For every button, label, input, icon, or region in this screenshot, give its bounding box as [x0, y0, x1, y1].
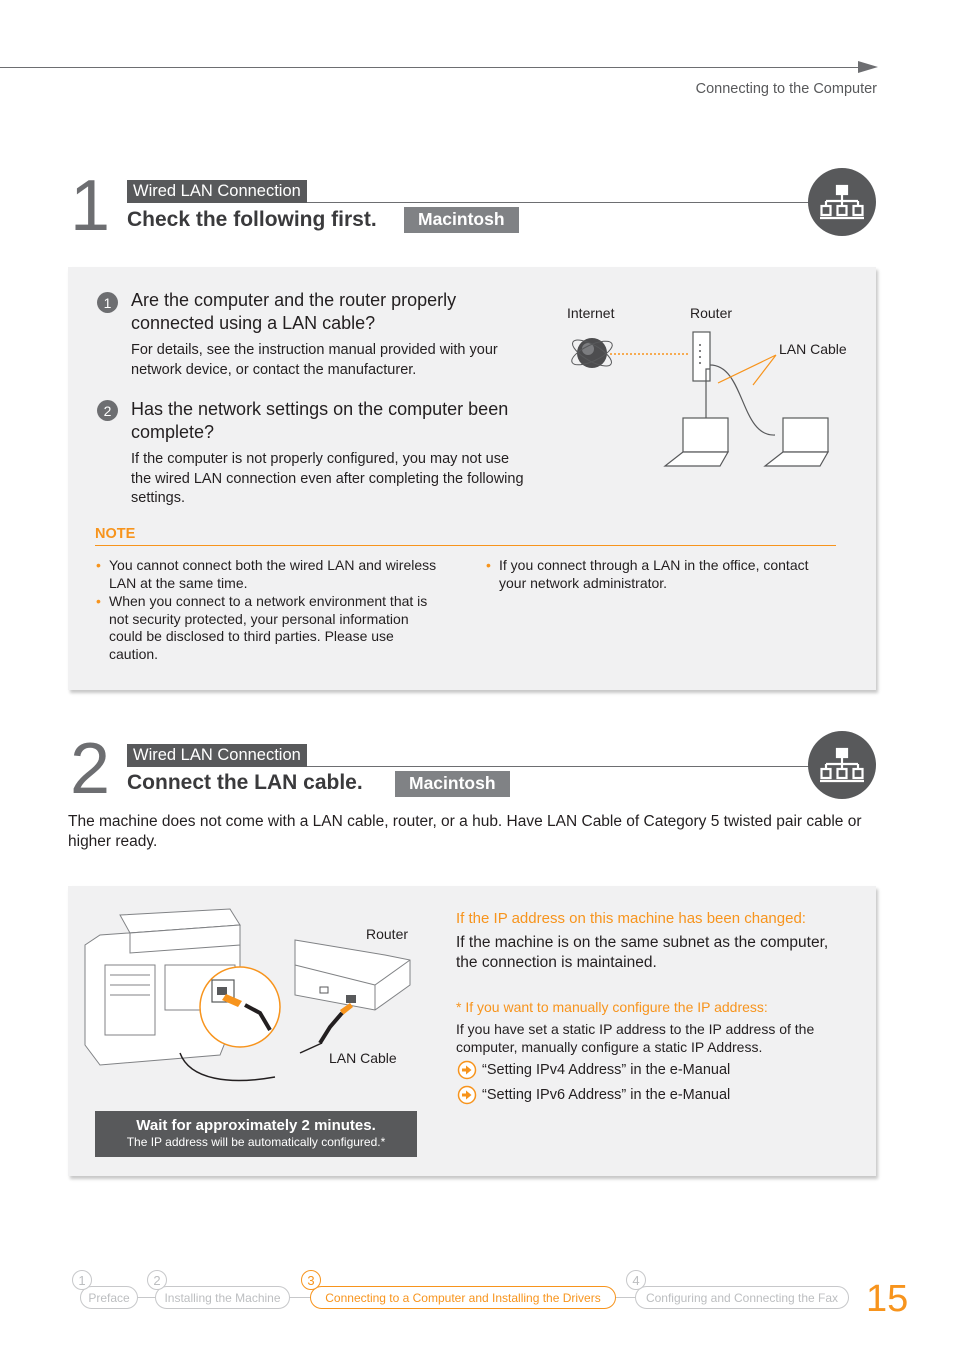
note-rule	[95, 545, 836, 546]
ip-changed-text: If the machine is on the same subnet as the computer, the connection is maintained.	[456, 934, 829, 971]
item-number: 1	[97, 292, 118, 313]
wait-box	[95, 1111, 417, 1157]
internet-globe-icon	[569, 335, 616, 371]
nav-connector	[615, 1297, 637, 1298]
router-label: Router	[690, 305, 733, 321]
step-title: Check the following first.	[127, 208, 377, 231]
manual-ip-heading: * If you want to manually configure the IP address:	[456, 999, 768, 1015]
nav-chapter-4[interactable]: Configuring and Connecting the Fax	[635, 1286, 849, 1309]
note-bullet: • If you connect through a LAN in the office, contact your network administrator.	[485, 557, 825, 592]
router-icon	[693, 332, 710, 381]
nav-chapter-2[interactable]: Installing the Machine	[155, 1286, 290, 1309]
ip-changed-heading: If the IP address on this machine has been changed:	[456, 910, 806, 927]
nav-chapter-number: 3	[301, 1270, 321, 1290]
router-label: Router	[366, 926, 409, 942]
router-illustration	[290, 935, 420, 1060]
arrow-link-icon	[457, 1060, 477, 1080]
lan-cable-label: LAN Cable	[779, 341, 847, 357]
item-number: 2	[97, 400, 118, 421]
os-badge: Macintosh	[404, 207, 519, 233]
lan-cable-label: LAN Cable	[329, 1050, 397, 1066]
note-bullet: • When you connect to a network environment that is not security protected, your personal information could be disclosed to third parties. Please use caution.	[95, 593, 430, 663]
zoom-callout	[200, 967, 280, 1047]
note-left-list	[95, 557, 450, 663]
running-head: Connecting to the Computer	[695, 81, 877, 97]
step-tag: Wired LAN Connection	[127, 180, 307, 203]
note-right-list	[485, 557, 825, 592]
nav-chapter-number: 4	[626, 1270, 646, 1290]
question-1: Are the computer and the router properly connected using a LAN cable?	[131, 290, 457, 333]
link-ipv6[interactable]	[457, 1085, 730, 1105]
step-number: 2	[70, 729, 111, 809]
question-2: Has the network settings on the computer been complete?	[131, 399, 509, 442]
link-text[interactable]: “Setting IPv6 Address” in the e-Manual	[482, 1087, 731, 1103]
network-icon	[808, 168, 876, 236]
note-label: NOTE	[95, 526, 136, 542]
nav-chapter-number: 2	[147, 1270, 167, 1290]
top-rule	[0, 67, 860, 68]
link-text[interactable]: “Setting IPv4 Address” in the e-Manual	[482, 1062, 731, 1078]
link-ipv4[interactable]	[457, 1060, 730, 1080]
internet-label: Internet	[567, 305, 615, 321]
network-diagram	[560, 325, 860, 475]
note-bullet: • You cannot connect both the wired LAN and wireless LAN at the same time.	[95, 557, 450, 592]
machine-illustration	[80, 905, 300, 1085]
question-2-detail: If the computer is not properly configured, you may not use the wired LAN connection even after completing the following settings.	[131, 451, 524, 506]
arrow-link-icon	[457, 1085, 477, 1105]
step-tag: Wired LAN Connection	[127, 744, 307, 767]
laptop-icon	[665, 418, 828, 466]
os-badge: Macintosh	[395, 771, 510, 797]
manual-ip-text: If you have set a static IP address to the IP address of the computer, manually configure a static IP Address.	[456, 1021, 815, 1055]
step2-intro: The machine does not come with a LAN cable, router, or a hub. Have LAN Cable of Category 5 twisted pair cable or higher ready.	[68, 813, 862, 850]
wait-title: Wait for approximately 2 minutes.	[136, 1117, 376, 1134]
wait-subtitle: The IP address will be automatically configured.*	[126, 1135, 386, 1149]
nav-chapter-1[interactable]: Preface	[80, 1286, 138, 1309]
question-1-detail: For details, see the instruction manual provided with your network device, or contact the manufacturer.	[131, 342, 498, 378]
page-number: 15	[866, 1278, 909, 1320]
network-icon	[808, 731, 876, 799]
top-arrow-icon	[858, 61, 878, 73]
step-title: Connect the LAN cable.	[127, 771, 363, 794]
nav-chapter-3[interactable]: Connecting to a Computer and Installing the Drivers	[310, 1286, 616, 1309]
nav-connector	[290, 1297, 312, 1298]
step-number: 1	[70, 166, 111, 246]
nav-chapter-number: 1	[72, 1270, 92, 1290]
